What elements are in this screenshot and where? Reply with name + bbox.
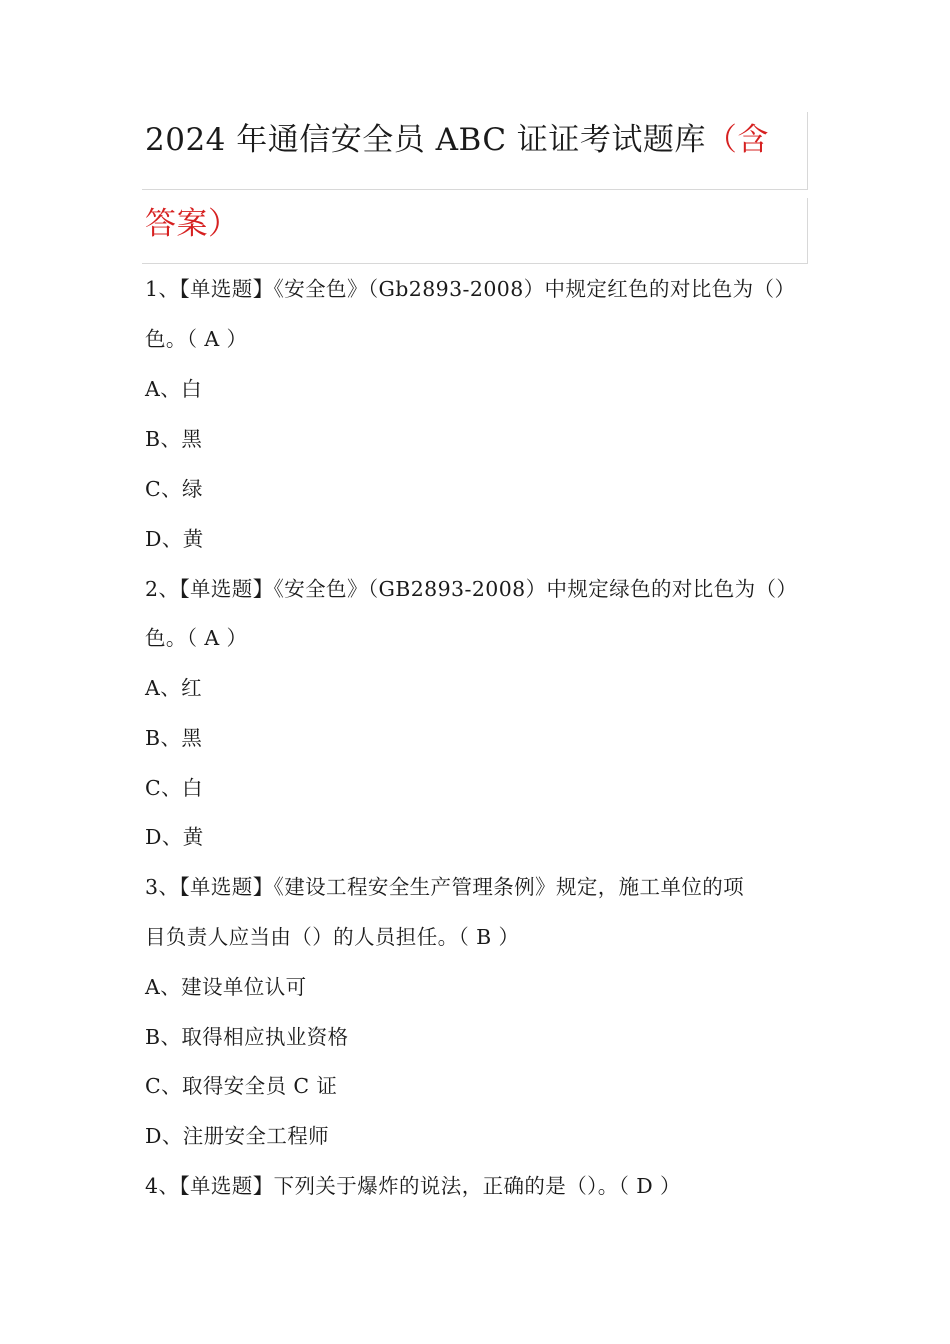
question-2-option-a: A、红 <box>145 676 203 700</box>
title-suffix-start: （含 <box>705 122 769 158</box>
question-1-option-d: D、黄 <box>145 527 204 551</box>
question-2-option-b: B、黑 <box>145 726 203 750</box>
question-2-option-c: C、白 <box>145 776 203 800</box>
title-line-2 <box>142 198 808 264</box>
title-line-1 <box>142 112 808 190</box>
question-1-stem-line-2: 色。（ A ） <box>145 327 248 351</box>
document-title <box>145 114 769 159</box>
title-main: 2024 年通信安全员 ABC 证证考试题库 <box>145 122 706 158</box>
question-3-option-b: B、取得相应执业资格 <box>145 1025 349 1049</box>
question-3-option-d: D、注册安全工程师 <box>145 1124 330 1148</box>
title-suffix-end: 答案） <box>145 206 240 242</box>
question-1-stem-line-1: 1、【单选题】《安全色》（Gb2893-2008）中规定红色的对比色为（） <box>145 277 796 301</box>
question-1-option-a: A、白 <box>145 377 203 401</box>
question-3-option-a: A、建设单位认可 <box>145 975 307 999</box>
question-2-stem-line-1: 2、【单选题】《安全色》（GB2893-2008）中规定绿色的对比色为（） <box>145 577 798 601</box>
question-4-stem-line-1: 4、【单选题】下列关于爆炸的说法，正确的是（）。（ D ） <box>145 1174 681 1198</box>
question-3-option-c: C、取得安全员 C 证 <box>145 1074 338 1098</box>
question-2-option-d: D、黄 <box>145 825 204 849</box>
question-1-option-c: C、绿 <box>145 477 203 501</box>
question-1-option-b: B、黑 <box>145 427 203 451</box>
question-3-stem-line-1: 3、【单选题】《建设工程安全生产管理条例》规定，施工单位的项 <box>145 875 745 899</box>
question-3-stem-line-2: 目负责人应当由（）的人员担任。（ B ） <box>145 925 520 949</box>
question-2-stem-line-2: 色。（ A ） <box>145 626 248 650</box>
